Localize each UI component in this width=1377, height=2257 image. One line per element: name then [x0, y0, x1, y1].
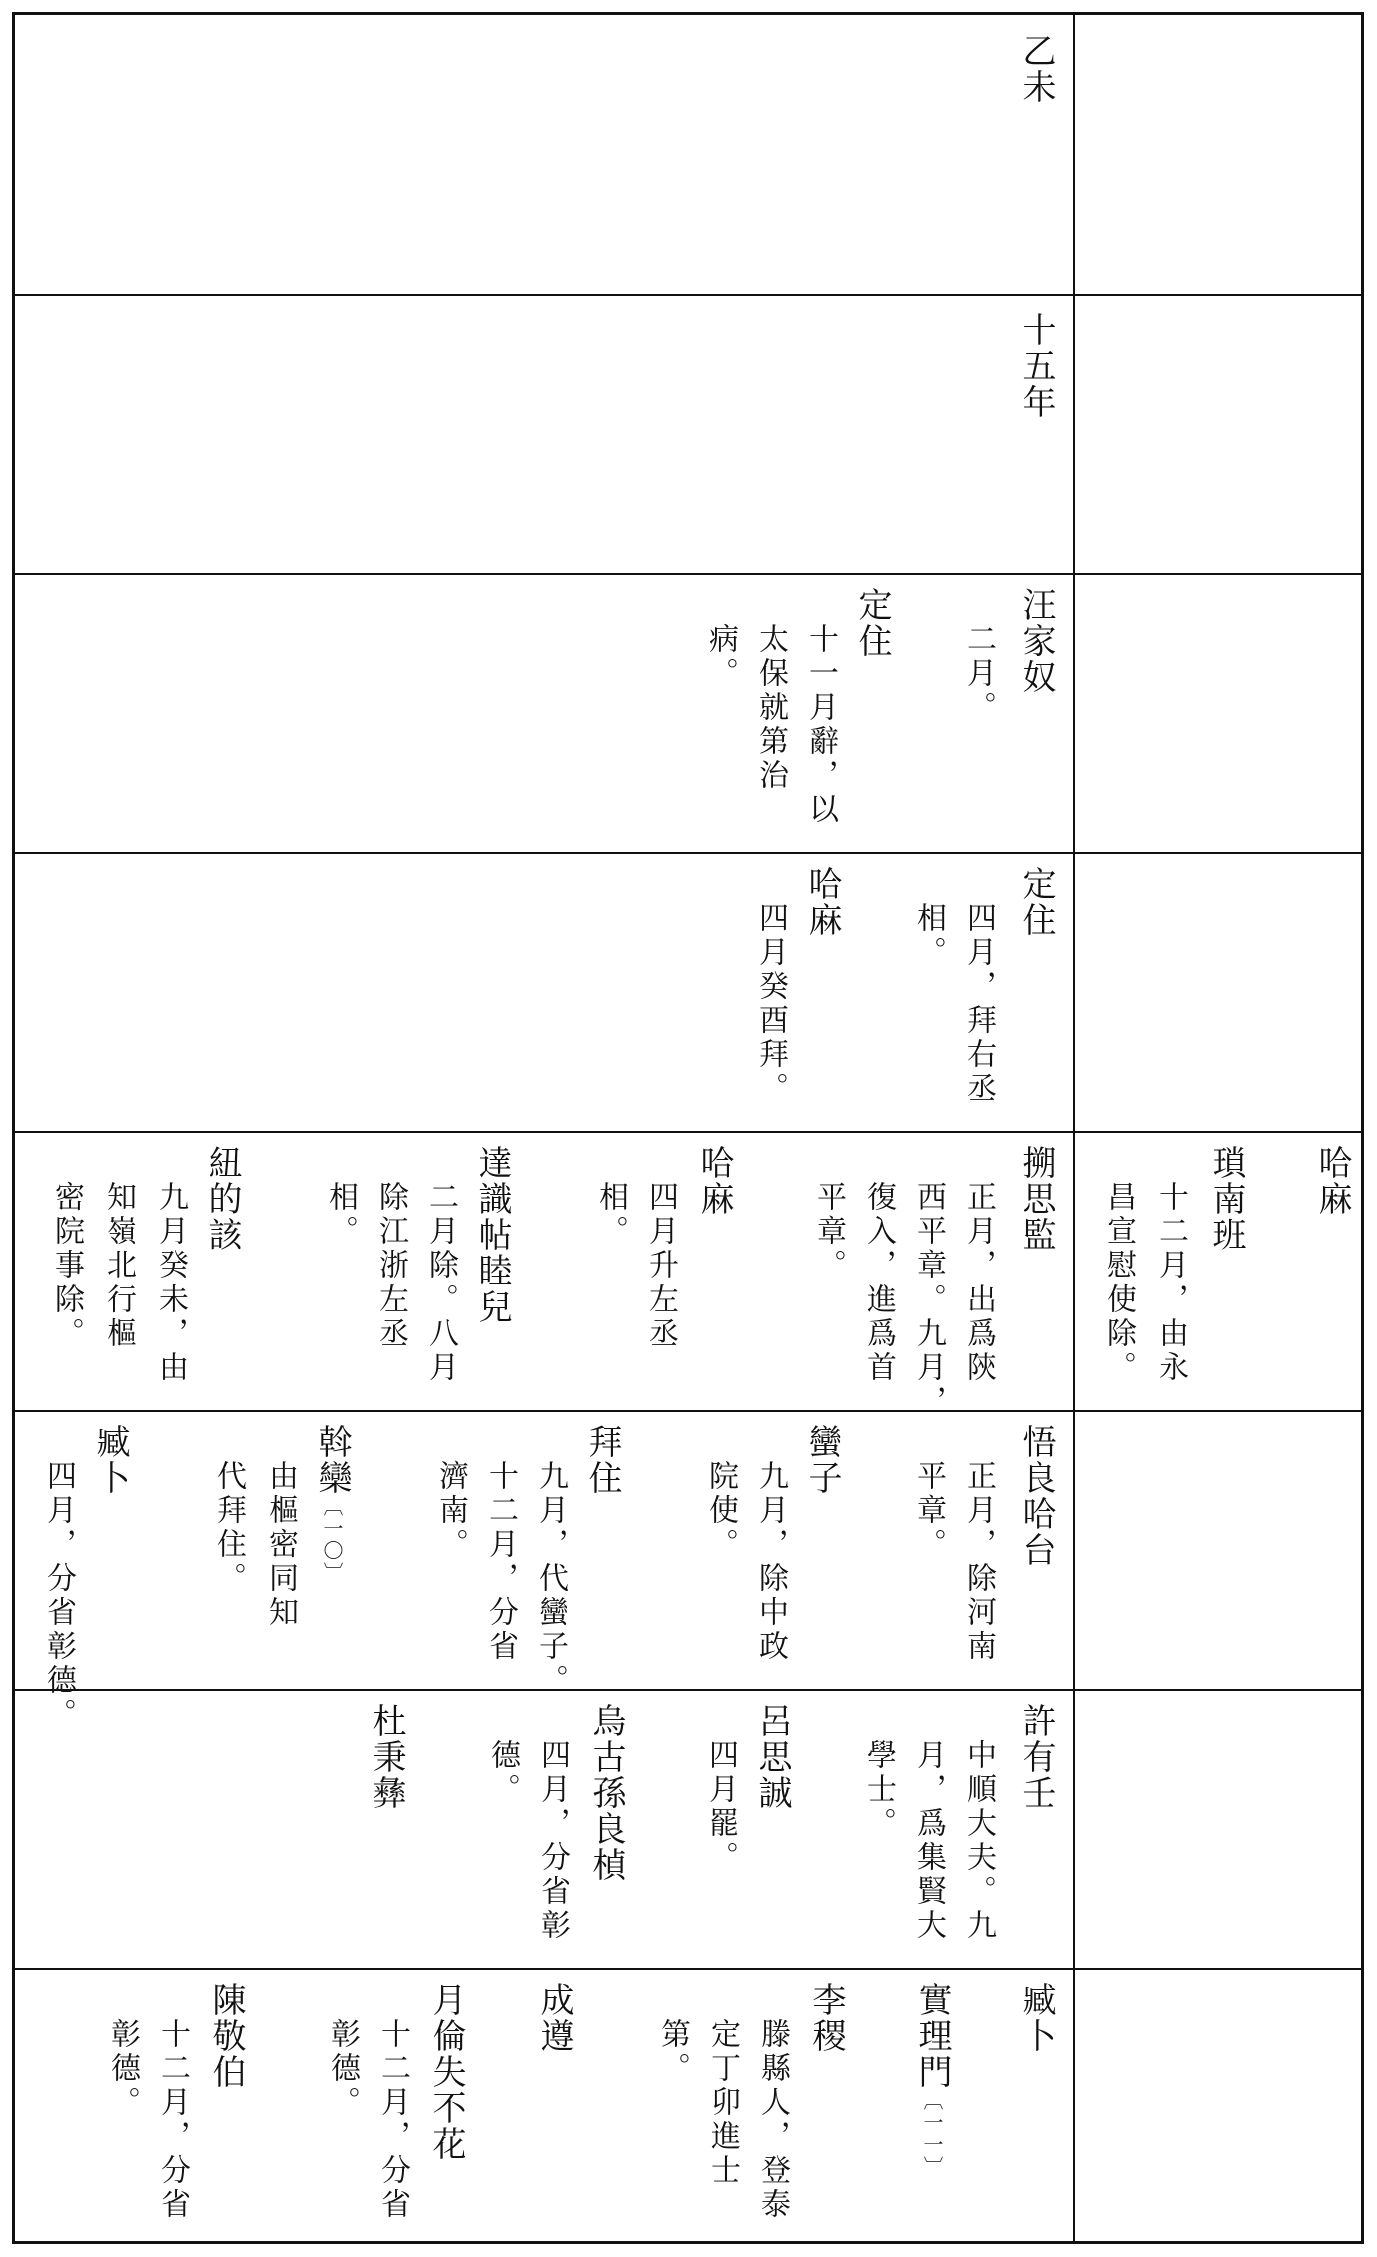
entry-note: 密院事除。 [49, 1181, 84, 1351]
entry-note: 四月，分省彰德。 [41, 1460, 76, 1732]
entry-name: 搠思監 [1016, 1145, 1056, 1253]
entry-name-text: 斡欒 [312, 1424, 352, 1496]
entry-note: 復入，進爲首 [861, 1181, 896, 1385]
entry-note: 代拜住。 [211, 1460, 246, 1596]
entry-note: 十二月，分省 [375, 2018, 410, 2222]
entry-name: 杜秉彝 [366, 1703, 406, 1811]
entry-name: 許有壬 [1016, 1703, 1056, 1811]
entry-note: 除江浙左丞 [373, 1181, 408, 1351]
entry-name: 定住 [1016, 866, 1056, 938]
entry-note: 西平章。九月， [911, 1181, 946, 1419]
footnote-marker: 〔一〇〕 [320, 1496, 344, 1584]
entry-note: 十二月，分省 [483, 1460, 518, 1664]
entry-name [912, 1982, 952, 2178]
entry-note: 知嶺北行樞 [101, 1181, 136, 1351]
entry-name: 蠻子 [802, 1424, 842, 1496]
entry-note: 定丁卯進士 [705, 2018, 740, 2188]
side-note: 昌宣慰使除。 [1101, 1181, 1136, 1385]
entry-name: 紐的該 [202, 1145, 242, 1253]
entry-name: 臧卜 [1016, 1982, 1056, 2054]
entry-name: 悟良哈台 [1016, 1424, 1056, 1568]
entry-note: 四月罷。 [703, 1739, 738, 1875]
entry-note: 病。 [703, 623, 738, 691]
entry-note: 正月，除河南 [961, 1460, 996, 1664]
entry-note: 濟南。 [433, 1460, 468, 1562]
entry-note: 平章。 [911, 1460, 946, 1562]
table-row [15, 1410, 1361, 1732]
side-sub-name: 瑣南班 [1206, 1145, 1246, 1253]
entry-name: 拜住 [582, 1424, 622, 1496]
entry-note: 彰德。 [105, 2018, 140, 2120]
entry-note: 九月，除中政 [753, 1460, 788, 1664]
document-page [12, 12, 1364, 2244]
entry-name: 達識帖睦兒 [472, 1145, 512, 1325]
year-label: 十五年 [1016, 312, 1056, 420]
entry-name: 陳敬伯 [206, 1982, 246, 2090]
entry-name: 臧卜 [90, 1424, 130, 1496]
table-row [15, 573, 1361, 852]
entry-note: 德。 [485, 1739, 520, 1807]
entry-name-text: 實理門 [912, 1982, 952, 2090]
table-row [15, 852, 1361, 1131]
entry-note: 彰德。 [325, 2018, 360, 2120]
entry-note: 學士。 [861, 1739, 896, 1841]
side-note: 十二月，由永 [1153, 1181, 1188, 1385]
entry-note: 相。 [323, 1181, 358, 1249]
entry-note: 中順大夫。九 [961, 1739, 996, 1943]
table-row [15, 15, 1361, 294]
entry-note: 相。 [911, 902, 946, 970]
entry-note: 相。 [593, 1181, 628, 1249]
entry-note: 滕縣人，登泰 [755, 2018, 790, 2222]
entry-name: 哈麻 [802, 866, 842, 938]
entry-note: 二月。 [961, 623, 996, 725]
entry-note: 院使。 [703, 1460, 738, 1562]
entry-name: 月倫失不花 [426, 1982, 466, 2162]
entry-note: 月，爲集賢大 [911, 1739, 946, 1943]
entry-name: 定住 [852, 587, 892, 659]
table-row [15, 1689, 1361, 1968]
table-row [15, 1968, 1361, 2247]
table-row [15, 1131, 1361, 1419]
entry-note: 四月，分省彰 [535, 1739, 570, 1943]
entry-name [312, 1424, 352, 1584]
footnote-marker: 〔一一〕 [920, 2090, 944, 2178]
entry-note: 平章。 [811, 1181, 846, 1283]
entry-note: 四月，拜右丞 [961, 902, 996, 1106]
entry-name: 哈麻 [694, 1145, 734, 1217]
entry-note: 四月癸酉拜。 [753, 902, 788, 1106]
entry-name: 汪家奴 [1016, 587, 1056, 695]
entry-note: 九月癸未，由 [153, 1181, 188, 1385]
entry-name: 成遵 [534, 1982, 574, 2054]
entry-note: 第。 [655, 2018, 690, 2086]
entry-note: 二月除。八月 [423, 1181, 458, 1385]
entry-note: 十二月，分省 [155, 2018, 190, 2222]
side-name: 哈麻 [1312, 1145, 1352, 1217]
entry-note: 四月升左丞 [643, 1181, 678, 1351]
table-row [15, 294, 1361, 573]
entry-note: 九月，代蠻子。 [533, 1460, 568, 1698]
entry-name: 李稷 [806, 1982, 846, 2054]
entry-note: 由樞密同知 [263, 1460, 298, 1630]
entry-note: 正月，出爲陝 [961, 1181, 996, 1385]
entry-name: 烏古孫良楨 [586, 1703, 626, 1883]
entry-note: 太保就第治 [753, 623, 788, 793]
entry-name: 呂思誠 [752, 1703, 792, 1811]
year-label: 乙未 [1016, 33, 1056, 105]
entry-note: 十一月辭，以 [803, 623, 838, 827]
